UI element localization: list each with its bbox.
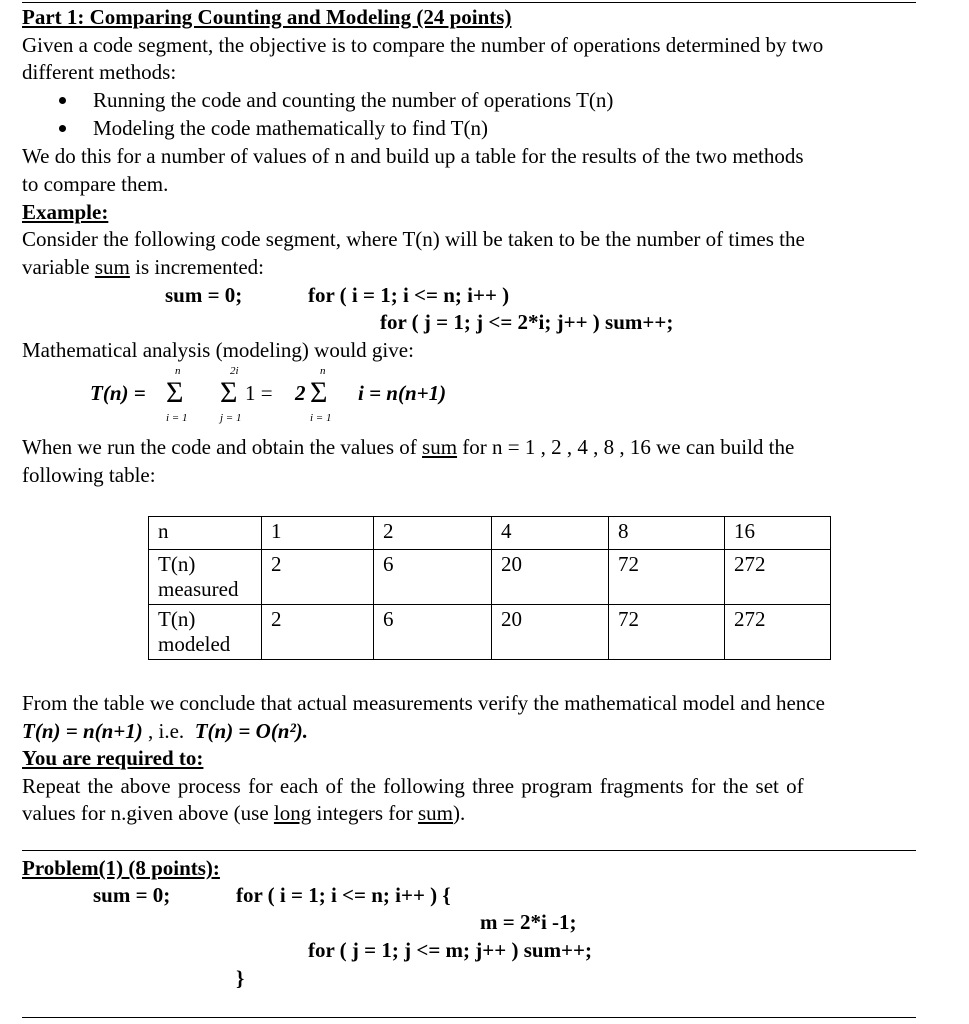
divider [22,850,916,851]
code-line: for ( j = 1; j <= 2*i; j++ ) sum++; [380,310,674,334]
intro-line: Given a code segment, the objective is to compare the number of operations determined by two [22,33,824,57]
text: sum [94,255,130,279]
sum-lower: i = 1 [166,412,188,424]
results-table [148,516,831,660]
required-line: Repeat the above process for each of the following three program fragments for the set of [22,774,804,798]
example-line [22,254,264,280]
cell: 272 [725,550,831,605]
cell: 2 [374,517,492,550]
formula-lhs: T(n) = [90,381,146,405]
sigma-icon: Σ [310,376,328,409]
cell: 272 [725,605,831,660]
text: , i.e. [142,719,195,743]
para-line: to compare them. [22,172,169,196]
code-line: m = 2*i -1; [480,910,577,934]
text: is incremented: [129,255,265,279]
analysis-line: Mathematical analysis (modeling) would give: [22,338,414,362]
para-line: We do this for a number of values of n and build up a table for the results of the two methods [22,144,804,168]
run-line [22,434,794,460]
bullet-icon [59,125,66,132]
required-heading: You are required to: [22,746,204,770]
top-rule [22,2,916,3]
formula-one: 1 = [245,381,273,405]
cell: 4 [492,517,609,550]
bullet-icon [59,97,66,104]
table-row [149,605,831,660]
text: T(n) = n(n+1) [22,719,143,743]
text: integers for [311,801,418,825]
cell: 1 [262,517,374,550]
cell: T(n) measured [149,550,262,605]
conclusion-line: From the table we conclude that actual measurements verify the mathematical model and hence [22,691,825,715]
text: When we run the code and obtain the values of [22,435,423,459]
code-line: } [236,966,245,990]
cell: 8 [609,517,725,550]
cell: 20 [492,550,609,605]
formula-rhs: i = n(n+1) [358,381,447,405]
text: long [273,801,312,825]
cell: 2 [262,605,374,660]
sigma-icon: Σ [166,376,184,409]
bullet-item: Running the code and counting the number of operations T(n) [93,88,614,112]
cell: 16 [725,517,831,550]
cell: n [149,517,262,550]
table-row [149,550,831,605]
text: ). [453,801,466,825]
problem-heading: Problem(1) (8 points): [22,856,220,880]
table-row [149,517,831,550]
run-line: following table: [22,463,156,487]
conclusion-line [22,718,308,744]
text: variable [22,255,95,279]
text: T(n) = O(n²). [194,719,309,743]
bullet-item: Modeling the code mathematically to find T(n) [93,116,489,140]
text: sum [422,435,458,459]
cell: 6 [374,550,492,605]
text: values for n.given above (use [22,801,274,825]
code-line: for ( i = 1; i <= n; i++ ) [308,283,510,307]
example-heading: Example: [22,200,109,224]
sum-upper: n [320,365,326,377]
sum-upper: n [175,365,181,377]
formula [90,364,510,426]
sigma-icon: Σ [220,376,238,409]
intro-line: different methods: [22,60,177,84]
code-line: sum = 0; [93,883,171,907]
section-title: Part 1: Comparing Counting and Modeling (24 points) [22,5,512,29]
code-line: for ( i = 1; i <= n; i++ ) { [236,883,451,907]
cell: 6 [374,605,492,660]
sum-upper: 2i [230,365,239,377]
sum-lower: i = 1 [310,412,332,424]
sum-lower: j = 1 [220,412,242,424]
text: for n = 1 , 2 , 4 , 8 , 16 we can build the [457,435,795,459]
code-line: for ( j = 1; j <= m; j++ ) sum++; [308,938,592,962]
divider [22,1017,916,1018]
cell: T(n) modeled [149,605,262,660]
cell: 72 [609,605,725,660]
code-line: sum = 0; [165,283,243,307]
cell: 20 [492,605,609,660]
required-line [22,800,465,826]
formula-two: 2 [295,381,306,405]
cell: 2 [262,550,374,605]
example-line: Consider the following code segment, where T(n) will be taken to be the number of times the [22,227,805,251]
cell: 72 [609,550,725,605]
text: sum [417,801,453,825]
